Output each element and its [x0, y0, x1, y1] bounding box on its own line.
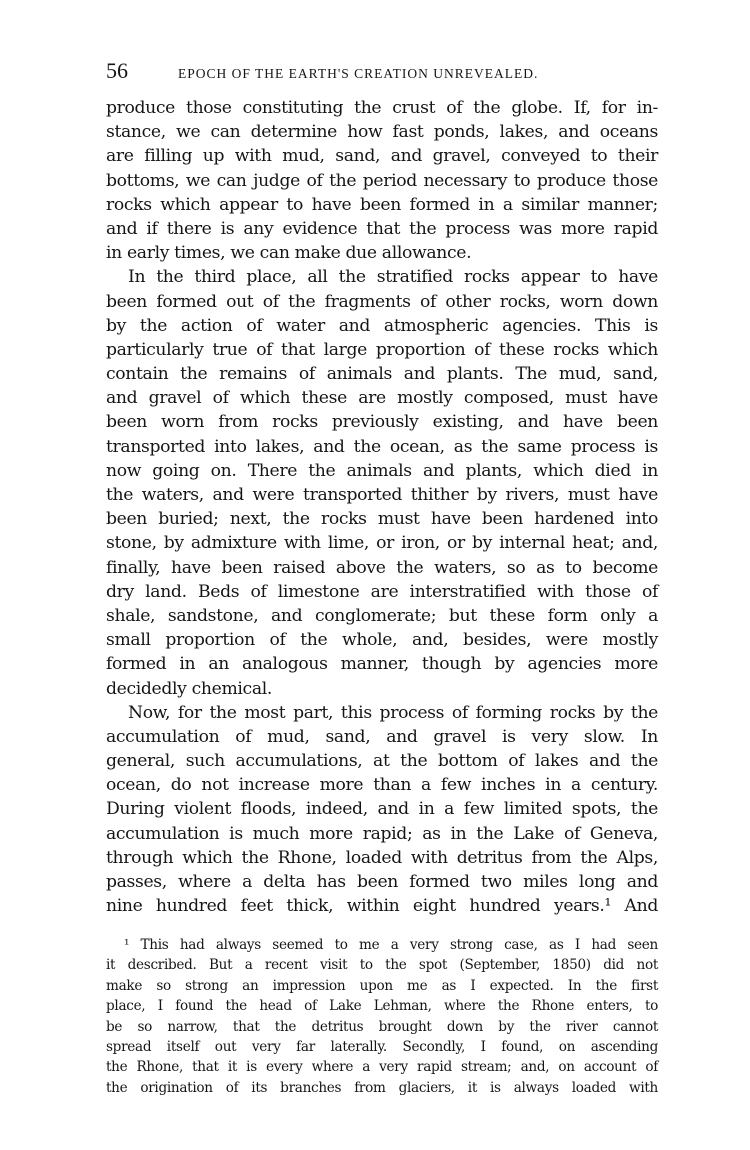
body-line: ocean, do not increase more than a few inches in a century.: [106, 775, 658, 796]
running-head: EPOCH OF THE EARTH'S CREATION UNREVEALED.: [178, 66, 539, 81]
body-line: now going on. There the animals and plants, which died in: [106, 460, 658, 481]
body-line: stone, by admixture with lime, or iron, or by internal heat; and,: [106, 533, 658, 554]
body-line: been worn from rocks previously existing, and have been: [106, 412, 658, 433]
body-line: by the action of water and atmospheric agencies. This is: [106, 315, 658, 336]
page-header: [106, 58, 666, 88]
body-line: are filling up with mud, sand, and gravel, conveyed to their: [106, 146, 658, 167]
body-line: and if there is any evidence that the process was more rapid: [106, 218, 658, 239]
footnotes: [106, 935, 658, 1098]
body-line: shale, sandstone, and conglomerate; but these form only a: [106, 605, 658, 626]
footnote-line: make so strong an impression upon me as I expected. In the first: [106, 977, 658, 994]
body-line: and gravel of which these are mostly composed, must have: [106, 388, 658, 409]
body-line: been formed out of the fragments of other rocks, worn down: [106, 291, 658, 312]
footnote-line: it described. But a recent visit to the spot (September, 1850) did not: [106, 957, 658, 974]
body-line: general, such accumulations, at the bottom of lakes and the: [106, 751, 658, 772]
body-line: transported into lakes, and the ocean, as the same process is: [106, 436, 658, 457]
body-line: the waters, and were transported thither by rivers, must have: [106, 485, 658, 505]
body-line: During violent floods, indeed, and in a few limited spots, the: [106, 799, 658, 820]
body-line: contain the remains of animals and plants. The mud, sand,: [106, 364, 658, 385]
body-line: stance, we can determine how fast ponds, lakes, and oceans: [106, 122, 658, 143]
body-line: finally, have been raised above the waters, so as to become: [106, 557, 658, 578]
body-line: In the third place, all the stratified rocks appear to have: [128, 267, 658, 288]
body-line: in early times, we can make due allowance.: [106, 243, 472, 264]
footnote-line: the origination of its branches from glaciers, it is always loaded with: [106, 1079, 658, 1096]
body-line: dry land. Beds of limestone are interstratified with those of: [106, 581, 658, 602]
body-line: rocks which appear to have been formed in a similar manner;: [106, 194, 658, 215]
footnote-line: be so narrow, that the detritus brought down by the river cannot: [106, 1018, 658, 1035]
body-line: accumulation is much more rapid; as in the Lake of Geneva,: [106, 823, 658, 844]
body-text: [106, 96, 658, 918]
body-line: particularly true of that large proportion of these rocks which: [106, 339, 658, 360]
footnote-line: the Rhone, that it is every where a very rapid stream; and, on account of: [106, 1059, 658, 1076]
body-line: nine hundred feet thick, within eight hundred years.¹ And: [106, 896, 658, 917]
body-line: produce those constituting the crust of the globe. If, for in-: [106, 98, 658, 118]
footnote-line: place, I found the head of Lake Lehman, where the Rhone enters, to: [106, 998, 658, 1015]
body-line: formed in an analogous manner, though by agencies more: [106, 654, 658, 675]
body-line: small proportion of the whole, and, besides, were mostly: [106, 630, 658, 651]
body-line: been buried; next, the rocks must have been hardened into: [106, 509, 658, 530]
page-number: 56: [106, 58, 128, 83]
body-line: decidedly chemical.: [106, 678, 272, 699]
body-line: through which the Rhone, loaded with detritus from the Alps,: [106, 847, 658, 868]
footnote-line: spread itself out very far laterally. Secondly, I found, on ascending: [106, 1038, 658, 1055]
body-line: accumulation of mud, sand, and gravel is very slow. In: [106, 726, 658, 747]
footnote-line: ¹ This had always seemed to me a very strong case, as I had seen: [124, 937, 658, 953]
body-line: bottoms, we can judge of the period necessary to produce those: [106, 170, 658, 191]
body-line: Now, for the most part, this process of forming rocks by the: [128, 702, 658, 723]
body-line: passes, where a delta has been formed two miles long and: [106, 872, 658, 892]
